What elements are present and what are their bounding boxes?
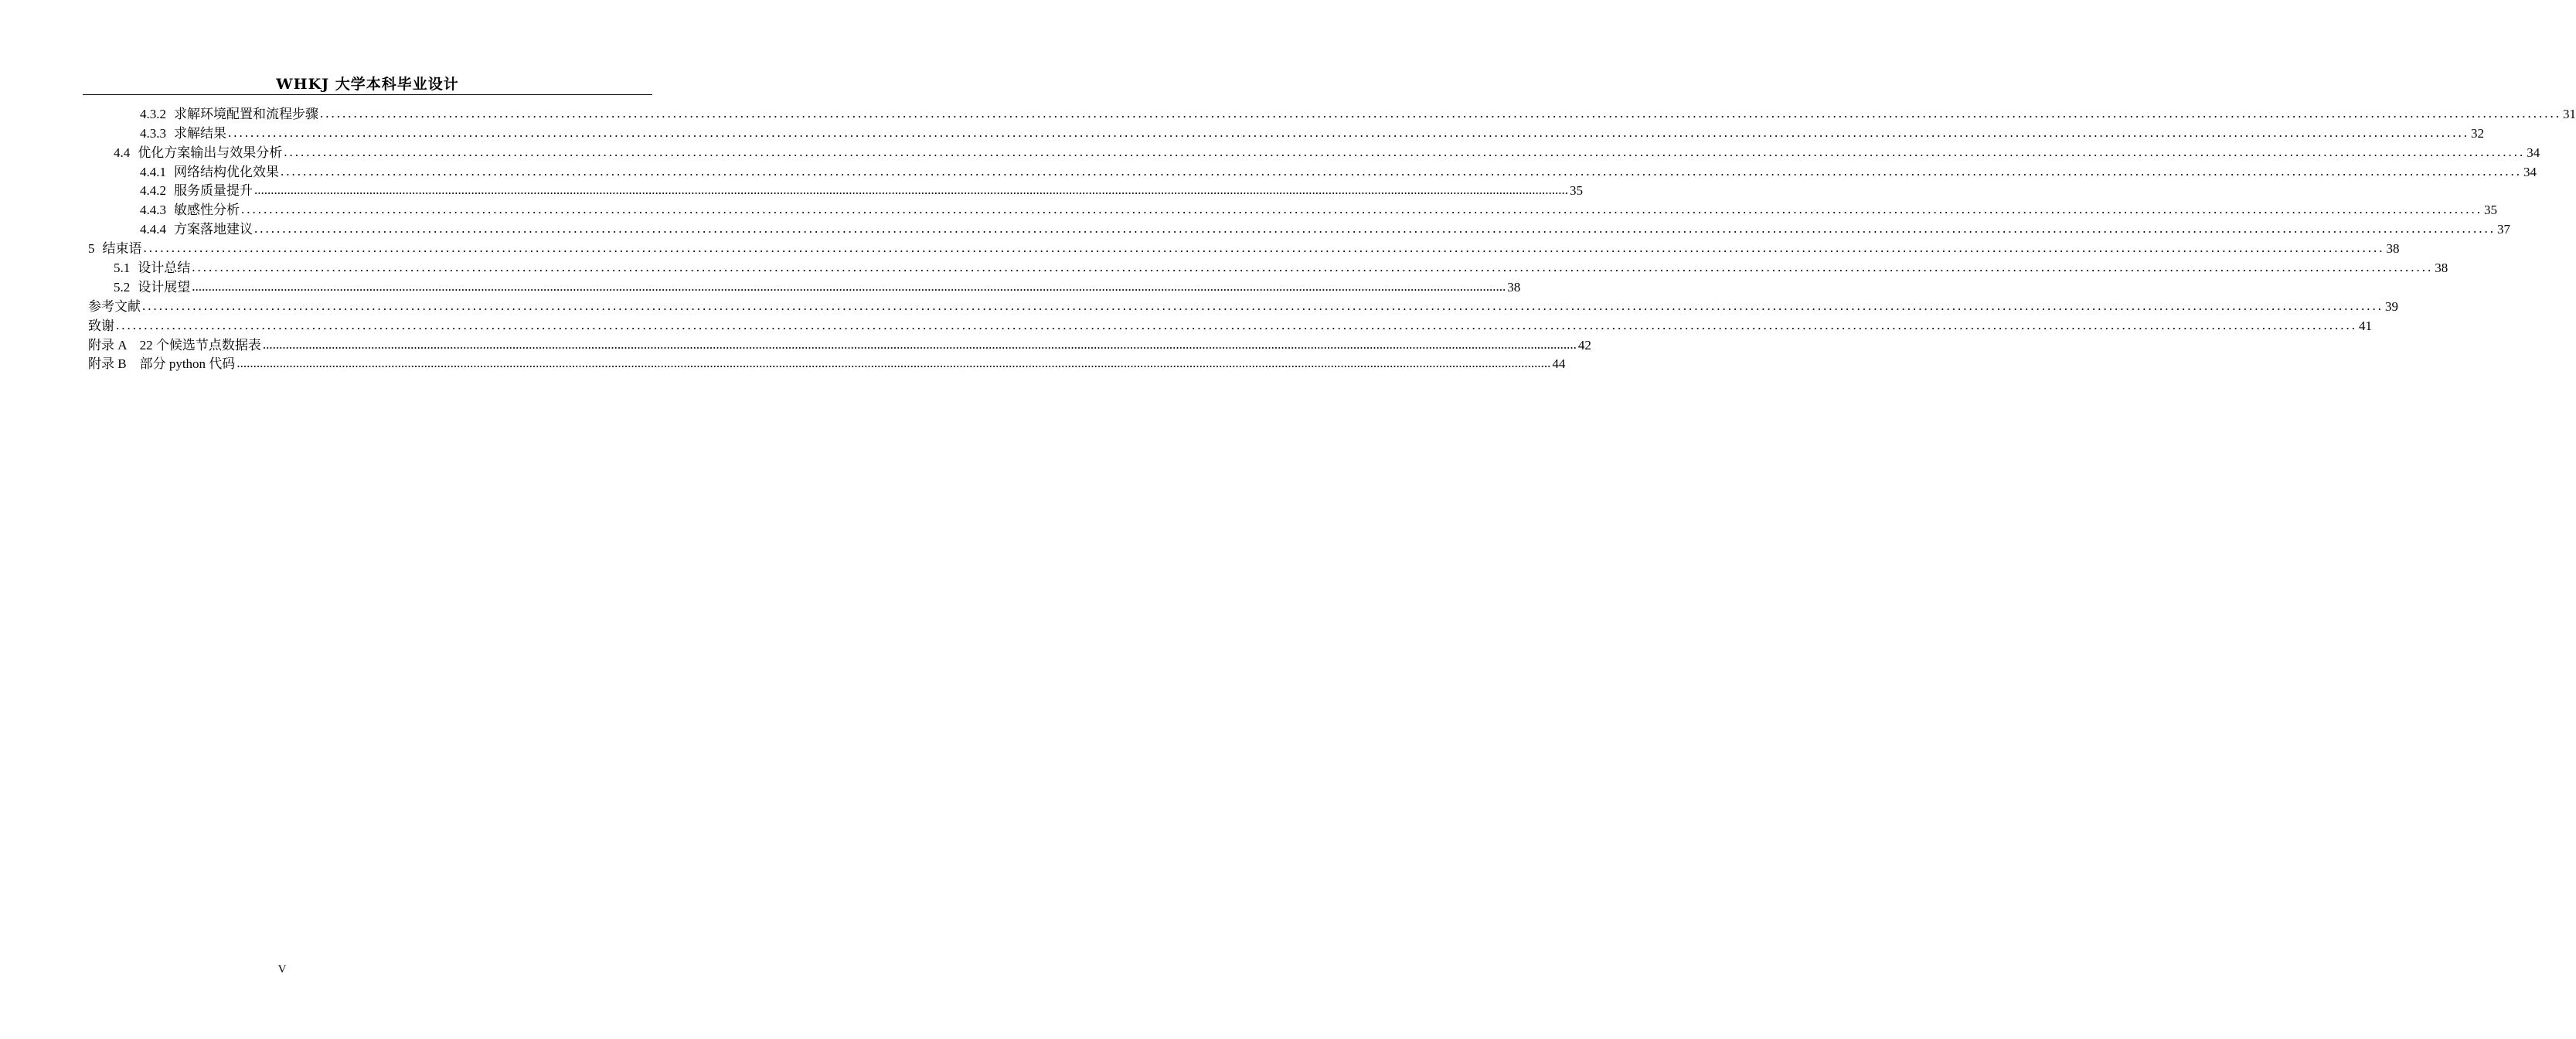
page-header-title: WHKJ 大学本科毕业设计	[276, 76, 459, 93]
toc-entry-page: 42	[1577, 337, 1591, 353]
toc-entry[interactable]	[88, 199, 2497, 219]
toc-entry-number: 4.3.3	[140, 125, 166, 141]
toc-entry-title: 敏感性分析	[174, 203, 240, 218]
toc-entry[interactable]	[88, 181, 1583, 200]
toc-entry-title: 致谢	[88, 318, 114, 333]
toc-entry-page: 41	[2359, 318, 2372, 333]
toc-dot-leader: ................................................................................................................................................................................................................................................................................................................................................................................................................	[281, 163, 2522, 179]
toc-entry-number: 4.4.2	[140, 183, 166, 199]
toc-entry-page: 39	[2385, 298, 2398, 314]
toc-dot-leader: ................................................................................................................................................................................................................................................................................................................................................................................................................	[116, 317, 2357, 332]
toc-entry-number: 5	[88, 241, 95, 257]
toc-entry[interactable]	[88, 335, 1591, 354]
toc-entry-title: 网络结构优化效果	[174, 164, 279, 179]
toc-entry[interactable]	[88, 219, 2510, 238]
toc-entry[interactable]	[88, 104, 2576, 123]
toc-entry-title: 结束语	[102, 241, 142, 257]
toc-entry-page: 44	[1552, 356, 1566, 372]
toc-entry-number: 4.4.4	[140, 222, 166, 237]
toc-entry[interactable]	[88, 296, 2398, 315]
toc-entry-number: 5.2	[114, 279, 131, 295]
toc-entry-page: 35	[1570, 183, 1583, 199]
toc-entry-page: 34	[2523, 164, 2537, 179]
table-of-contents	[88, 104, 2576, 373]
toc-entry-title: 参考文献	[88, 298, 141, 314]
toc-entry-page: 38	[2435, 261, 2448, 276]
toc-dot-leader: ................................................................................................................................................................................................................................................................................................................................................................................................................	[143, 240, 2385, 256]
toc-dot-leader: ................................................................................................................................................................................................................................................................................................................................................................................................................	[320, 105, 2561, 121]
toc-entry[interactable]	[88, 354, 1566, 373]
toc-dot-leader: ................................................................................................................................................................................................................................................................................................................................................................................................................	[142, 298, 2384, 313]
toc-dot-leader: ................................................................................................................................................................................................................................................................................................................................................................................................................	[254, 182, 1568, 198]
toc-entry[interactable]	[88, 238, 2400, 257]
toc-entry[interactable]	[88, 277, 1521, 296]
toc-entry-page: 35	[2484, 203, 2497, 218]
toc-entry-number: 4.4.3	[140, 203, 166, 218]
toc-entry-title: 方案落地建议	[174, 222, 253, 237]
toc-entry-page: 32	[2471, 125, 2484, 141]
page-number: V	[277, 963, 287, 976]
toc-dot-leader: ................................................................................................................................................................................................................................................................................................................................................................................................................	[192, 260, 2434, 275]
toc-dot-leader: ................................................................................................................................................................................................................................................................................................................................................................................................................	[284, 144, 2526, 159]
header-rule	[83, 94, 652, 95]
toc-entry-page: 38	[1507, 279, 1521, 295]
toc-entry[interactable]	[88, 162, 2537, 181]
toc-entry-title: 求解结果	[174, 125, 226, 141]
toc-entry-title: 优化方案输出与效果分析	[138, 145, 283, 160]
toc-entry[interactable]	[88, 123, 2484, 142]
toc-dot-leader: ................................................................................................................................................................................................................................................................................................................................................................................................................	[228, 124, 2469, 140]
toc-entry-title: 服务质量提升	[174, 183, 253, 199]
toc-entry[interactable]	[88, 142, 2540, 162]
toc-dot-leader: ................................................................................................................................................................................................................................................................................................................................................................................................................	[192, 278, 1506, 294]
toc-entry-number: 5.1	[114, 261, 131, 276]
toc-entry-page: 37	[2497, 222, 2510, 237]
toc-entry-title: 设计总结	[138, 261, 191, 276]
toc-entry-title: 设计展望	[138, 279, 191, 295]
toc-entry-page: 31	[2563, 106, 2576, 121]
toc-dot-leader: ................................................................................................................................................................................................................................................................................................................................................................................................................	[237, 356, 1551, 371]
toc-dot-leader: ................................................................................................................................................................................................................................................................................................................................................................................................................	[254, 221, 2496, 237]
toc-entry-title: 附录 B 部分 python 代码	[88, 356, 236, 372]
toc-dot-leader: ................................................................................................................................................................................................................................................................................................................................................................................................................	[262, 336, 1577, 352]
toc-entry-number: 4.3.2	[140, 106, 166, 121]
toc-entry-page: 38	[2386, 241, 2400, 257]
toc-entry-number: 4.4	[114, 145, 131, 160]
toc-entry[interactable]	[88, 315, 2372, 335]
toc-entry[interactable]	[88, 257, 2448, 277]
toc-dot-leader: ................................................................................................................................................................................................................................................................................................................................................................................................................	[241, 202, 2482, 217]
toc-entry-page: 34	[2527, 145, 2540, 160]
toc-entry-title: 附录 A 22 个候选节点数据表	[88, 337, 261, 353]
toc-entry-number: 4.4.1	[140, 164, 166, 179]
toc-entry-title: 求解环境配置和流程步骤	[174, 106, 318, 121]
